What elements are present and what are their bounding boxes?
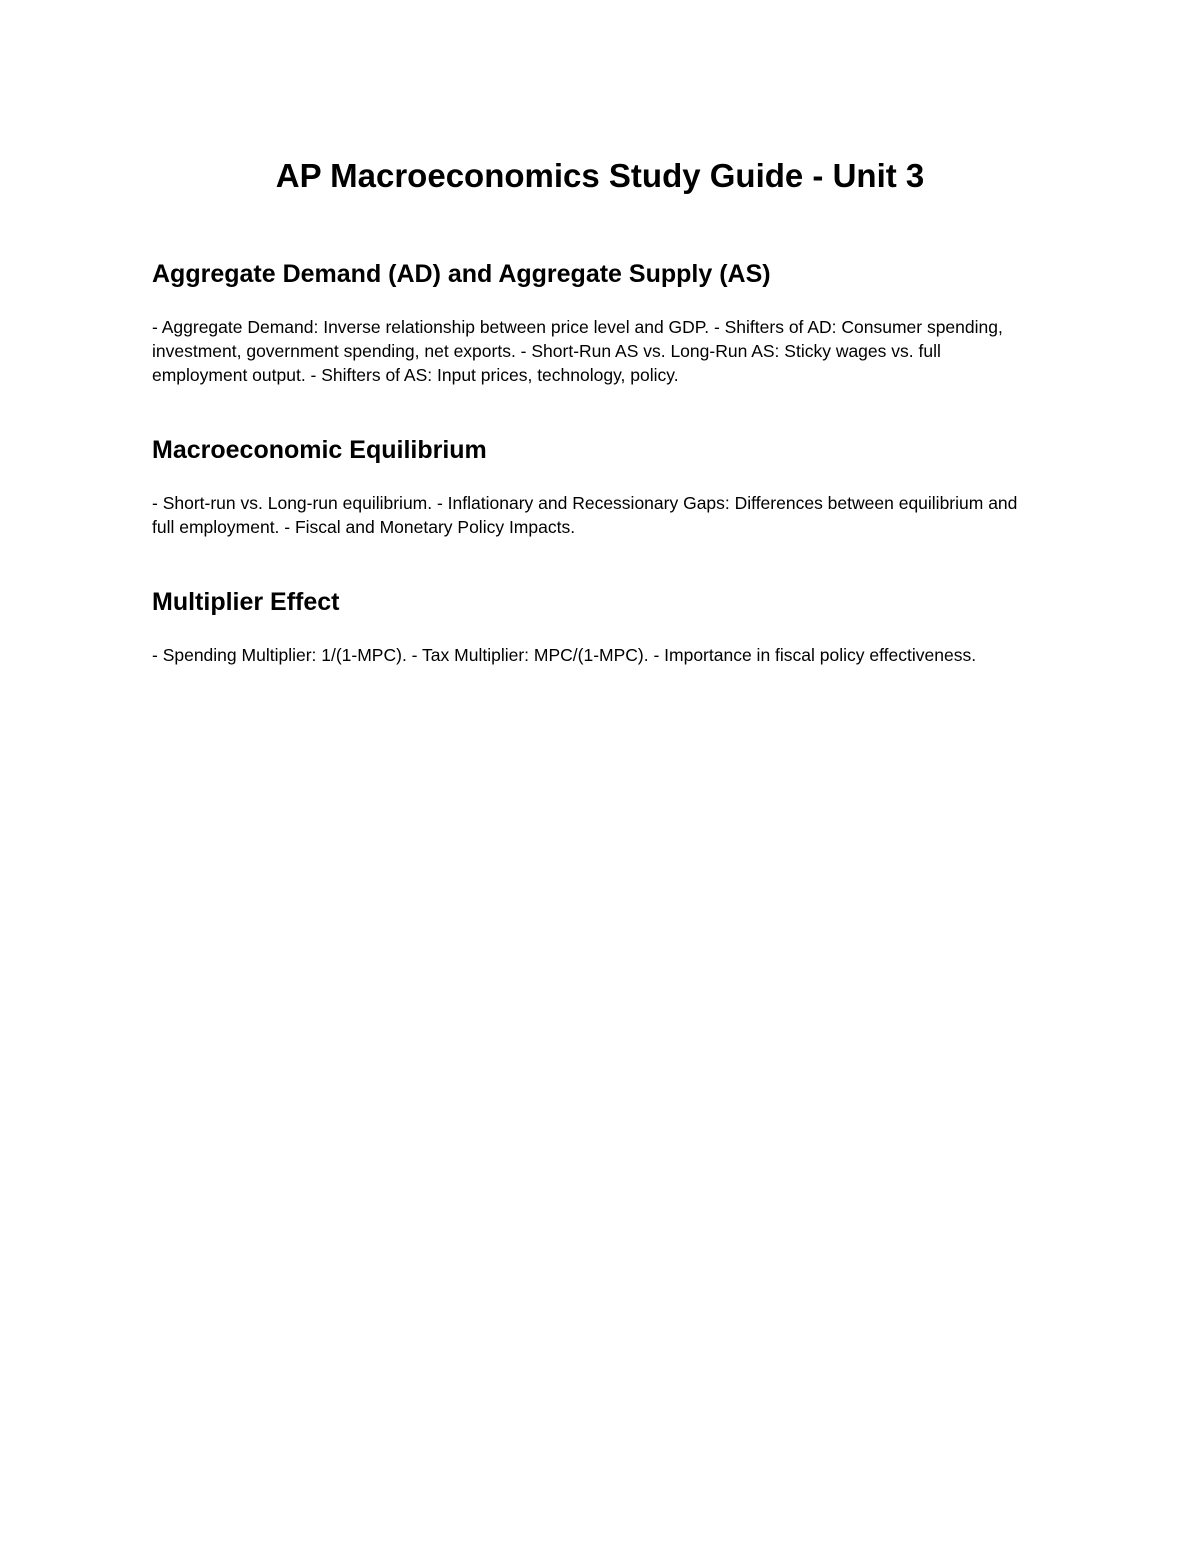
section-heading-aggregate-demand-supply: Aggregate Demand (AD) and Aggregate Supply (AS)	[152, 260, 771, 288]
section-body-aggregate-demand-supply: - Aggregate Demand: Inverse relationship between price level and GDP. - Shifters of AD: Consumer spending, investment, government spending, net exports. - Short-Run AS vs. Long-Run AS: Sticky wages vs. full employment output. - Shifters of AS: Input prices, technology, policy.	[152, 317, 1003, 385]
section-heading-multiplier-effect: Multiplier Effect	[152, 588, 340, 616]
section-heading-macroeconomic-equilibrium: Macroeconomic Equilibrium	[152, 436, 487, 464]
document-title: AP Macroeconomics Study Guide - Unit 3	[275, 157, 925, 194]
section-body-macroeconomic-equilibrium: - Short-run vs. Long-run equilibrium. - Inflationary and Recessionary Gaps: Differences between equilibrium and full employment. - Fiscal and Monetary Policy Impacts.	[152, 493, 1018, 537]
section-body-multiplier-effect: - Spending Multiplier: 1/(1-MPC). - Tax Multiplier: MPC/(1-MPC). - Importance in fiscal policy effectiveness.	[152, 645, 977, 665]
